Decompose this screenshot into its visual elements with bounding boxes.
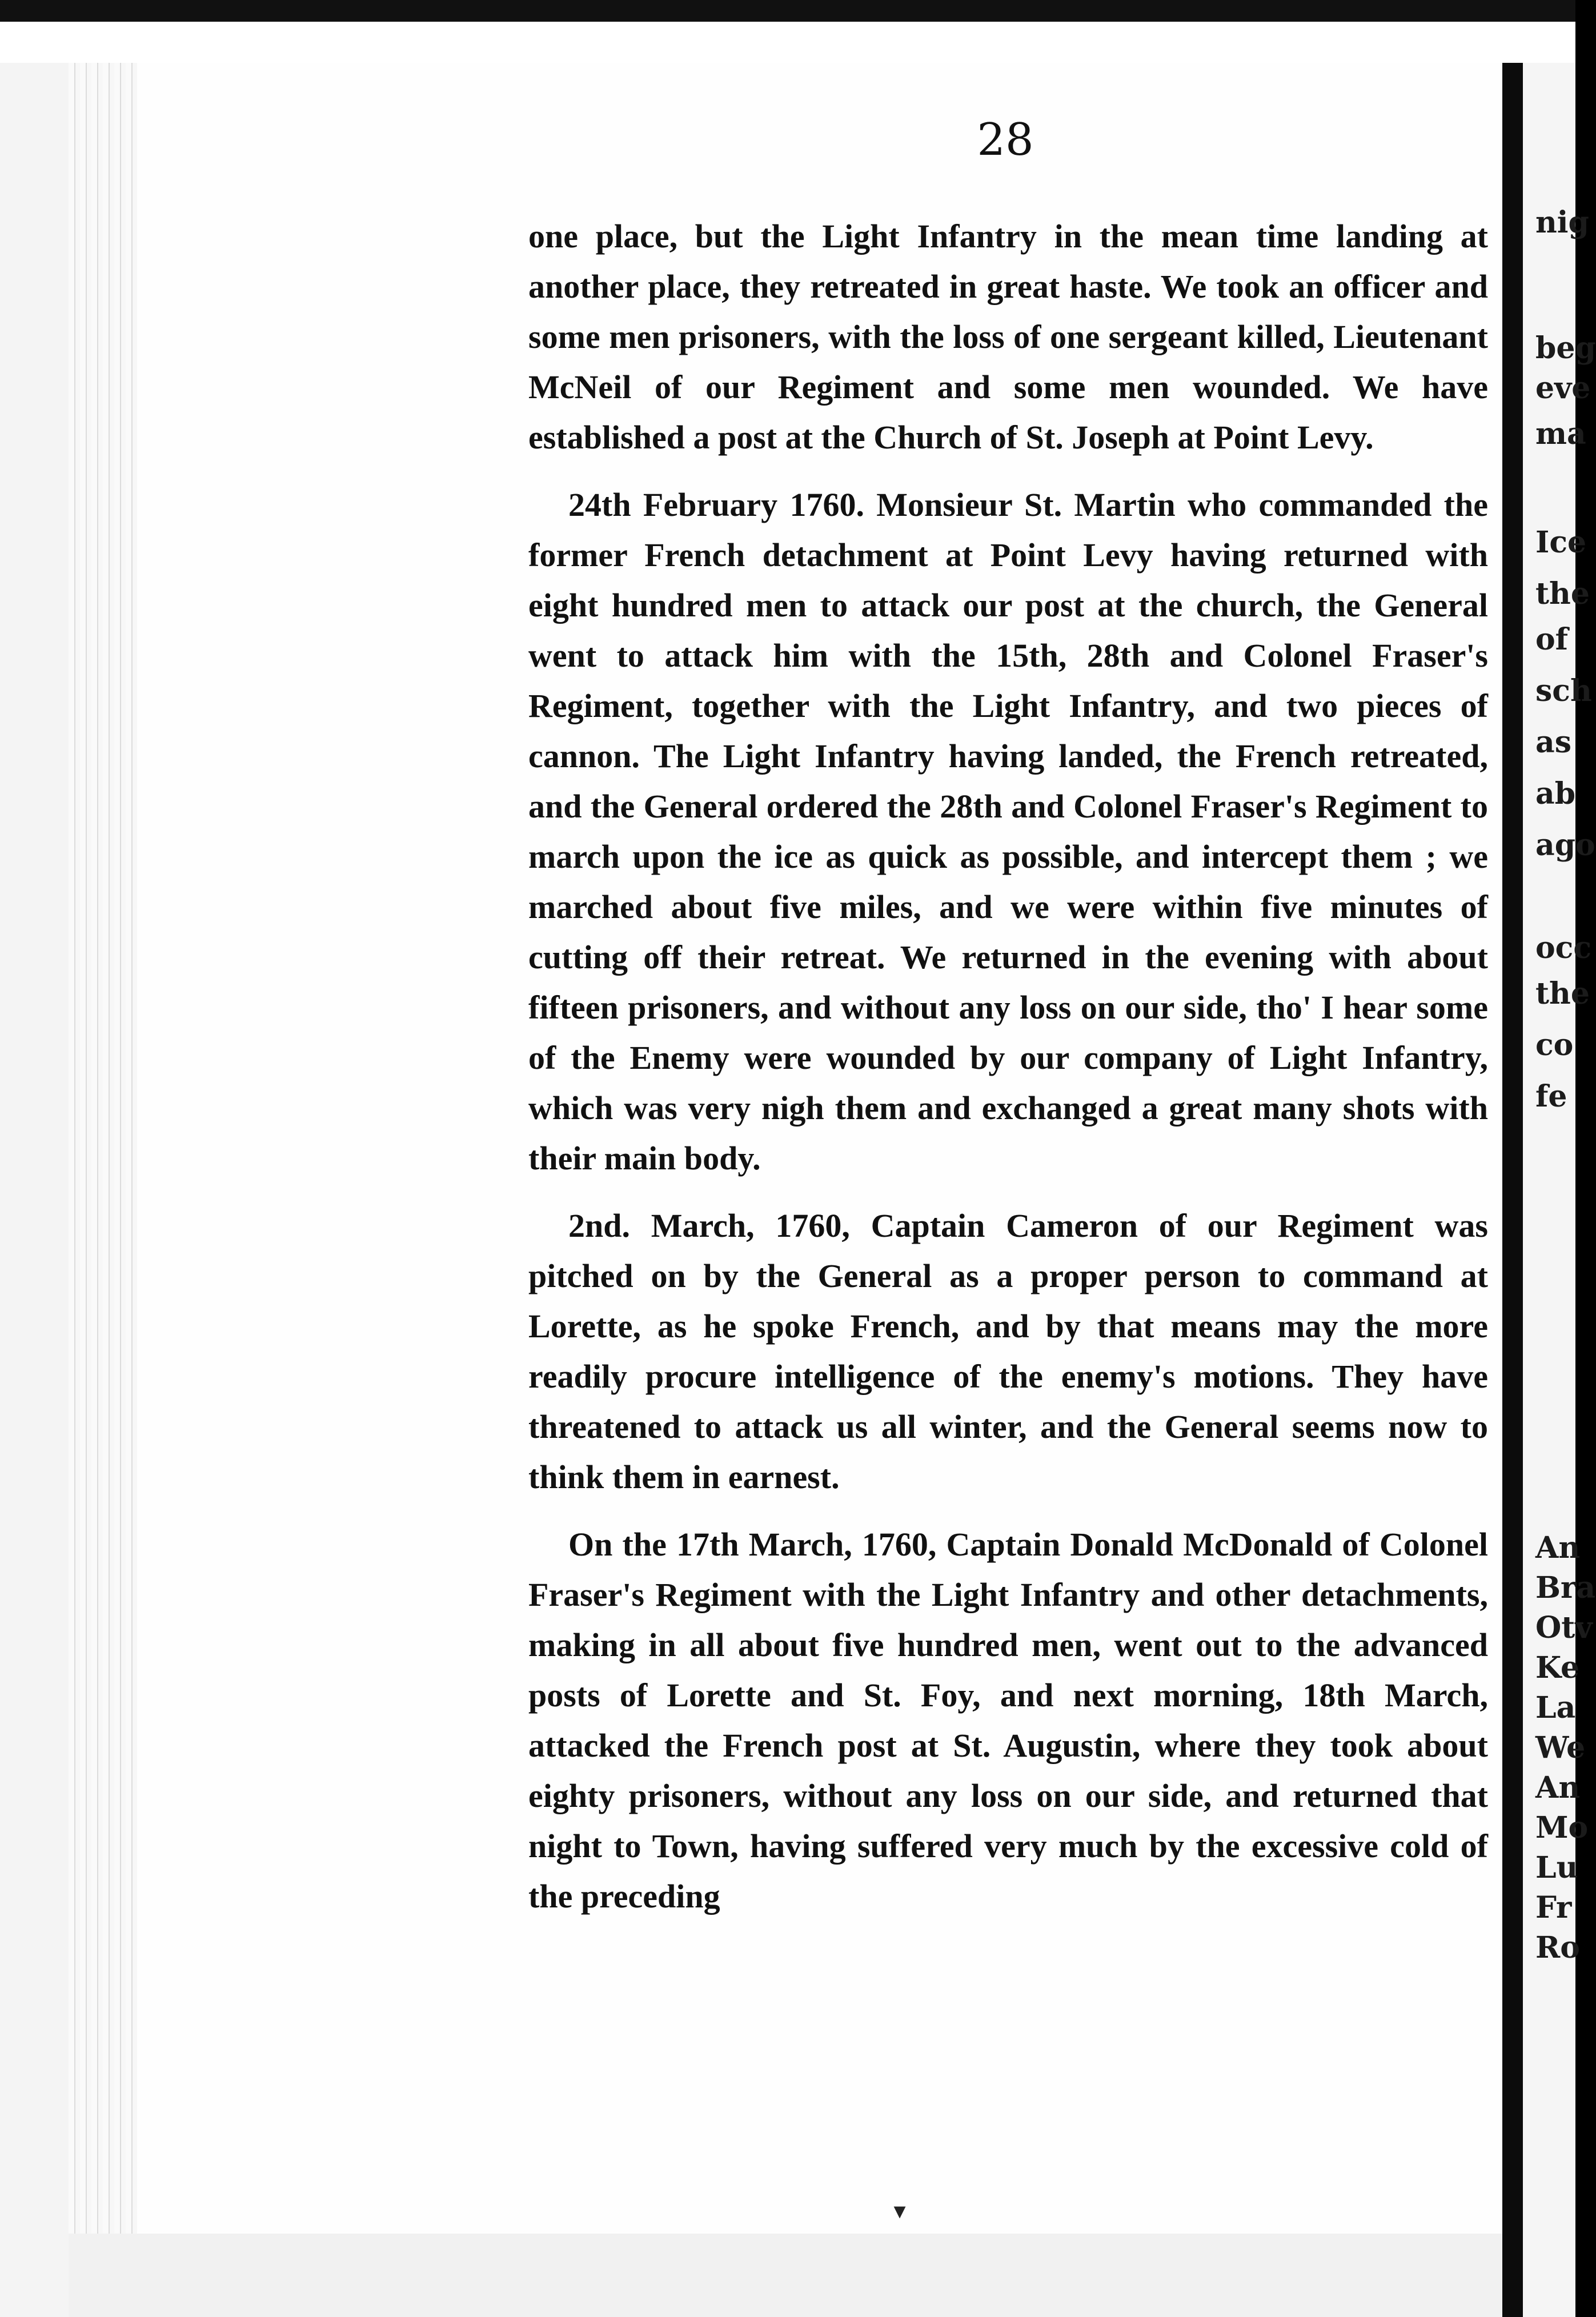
facing-word: sch <box>1535 674 1592 708</box>
facing-word: ago <box>1535 828 1595 863</box>
facing-word: Ro <box>1535 1930 1580 1965</box>
facing-word: An <box>1535 1770 1581 1805</box>
facing-word: La <box>1535 1690 1576 1725</box>
facing-word: Mo <box>1535 1810 1589 1845</box>
facing-word: Fr <box>1535 1890 1572 1925</box>
body-text <box>528 211 1488 1939</box>
facing-word: of <box>1535 622 1569 657</box>
page-number: 28 <box>977 114 1034 166</box>
scan-bottom-margin <box>69 2234 1502 2317</box>
facing-word: Ice <box>1535 525 1587 560</box>
facing-word: nig <box>1535 205 1589 240</box>
facing-word: occ <box>1535 931 1592 965</box>
printer-mark: ▾ <box>893 2196 906 2224</box>
facing-word: the <box>1535 976 1590 1011</box>
facing-word: beg <box>1535 331 1596 366</box>
scan-top-rule <box>0 0 1575 22</box>
facing-word: as <box>1535 725 1571 760</box>
facing-page-fragment <box>1523 63 1596 2317</box>
facing-word: Ke <box>1535 1650 1580 1685</box>
paragraph-feb-24: 24th February 1760. Monsieur St. Martin who commanded the former French detachment at Point Levy having returned with eight hundred men to attack our post at the church, the General went to attack him with the 15th, 28th and Colonel Fraser's Regiment, together with the Light Infantry, and two pieces of cannon. The Light Infantry having landed, the French retreated, and the General ordered the 28th and Colonel Fraser's Regiment to march upon the ice as quick as possible, and intercept them ; we marched about five miles, and we were within five minutes of cutting off their retreat. We returned in the evening with about fifteen prisoners, and without any loss on our side, tho' I hear some of the Enemy were wounded by our company of Light Infantry, which was very nigh them and exchanged a great many shots with their main body. <box>528 486 1488 1177</box>
facing-word: ab <box>1535 776 1576 811</box>
book-page-edges <box>69 63 137 2234</box>
facing-word: An <box>1535 1530 1581 1565</box>
facing-word: eve <box>1535 371 1591 406</box>
scan-left-margin <box>0 63 69 2317</box>
facing-word: fe <box>1535 1079 1567 1114</box>
facing-word: Bra <box>1535 1570 1596 1605</box>
book-gutter <box>1502 63 1523 2317</box>
scan-top-border <box>0 0 1575 63</box>
paragraph-march-2: 2nd. March, 1760, Captain Cameron of our Regiment was pitched on by the General as a proper person to command at Lorette, as he spoke French, and by that means may the more readily procure intelligence of the enemy's motions. They have threatened to attack us all winter, and the General seems now to think them in earnest. <box>528 1207 1488 1496</box>
facing-word: the <box>1535 576 1590 611</box>
facing-word: co <box>1535 1028 1574 1063</box>
paragraph-march-17: On the 17th March, 1760, Captain Donald McDonald of Colonel Fraser's Regiment with the Light Infantry and other detachments, making in all about five hundred men, went out to the advanced posts of Lorette and St. Foy, and next morning, 18th March, attacked the French post at St. Augustin, where they took about eighty prisoners, without any loss on our side, and returned that night to Town, having suffered very much by the excessive cold of the preceding <box>528 1526 1488 1915</box>
paragraph-continuation: one place, but the Light Infantry in the mean time landing at another place, they retreated in great haste. We took an officer and some men prisoners, with the loss of one sergeant killed, Lieutenant McNeil of our Regiment and some men wounded. We have established a post at the Church of St. Joseph at Point Levy. <box>528 218 1488 456</box>
facing-word: Lu <box>1535 1850 1578 1885</box>
facing-word: We <box>1535 1730 1586 1765</box>
facing-word: ma <box>1535 416 1586 451</box>
facing-word: Otv <box>1535 1610 1593 1645</box>
